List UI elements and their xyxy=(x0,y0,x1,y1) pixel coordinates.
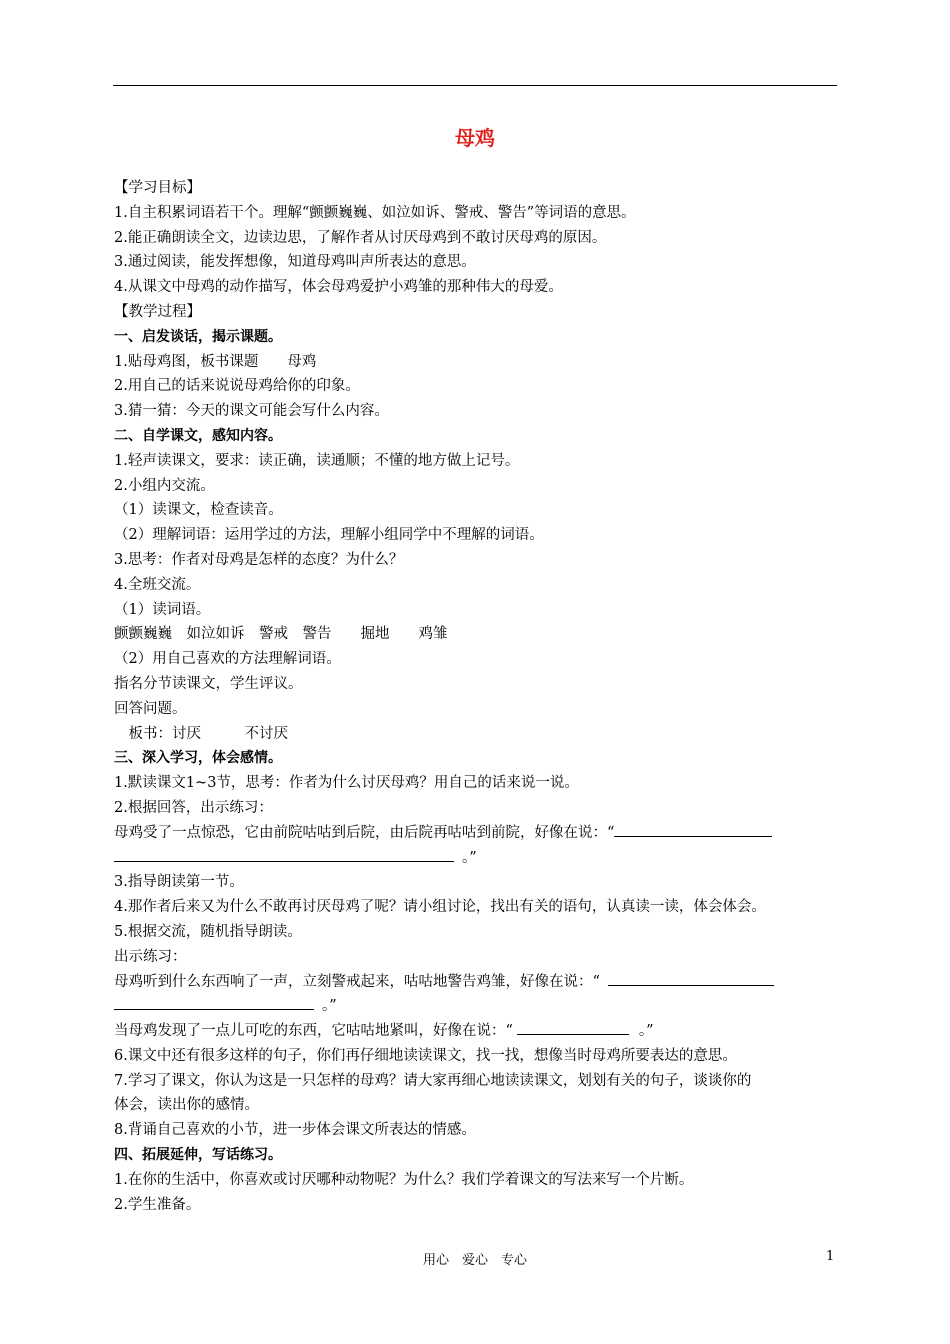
page-number: 1 xyxy=(826,1249,835,1264)
text-line: 7.学习了课文，你认为这是一只怎样的母鸡？请大家再细心地读读课文，划划有关的句子，谈谈你的 xyxy=(114,1072,752,1089)
footer-motto: 用心 爱心 专心 xyxy=(422,1253,527,1268)
exercise-line xyxy=(114,994,854,1019)
process-header: 【教学过程】 xyxy=(114,303,201,320)
text-line: 6.课文中还有很多这样的句子，你们再仔细地读读课文，找一找，想像当时母鸡所要表达的意思。 xyxy=(114,1047,737,1064)
fill-blank xyxy=(114,995,314,1010)
blackboard-line: 板书：讨厌 不讨厌 xyxy=(114,725,288,742)
text-line: 2.学生准备。 xyxy=(114,1196,201,1213)
page-title: 母鸡 xyxy=(455,126,495,150)
text-line: （1）读词语。 xyxy=(114,601,211,618)
text-line: 2.小组内交流。 xyxy=(114,477,215,494)
text-line: 3.猜一猜：今天的课文可能会写什么内容。 xyxy=(114,403,389,420)
text-line: 2.根据回答，出示练习： xyxy=(114,799,273,816)
fill-blank xyxy=(114,847,454,862)
exercise-text: 母鸡听到什么东西响了一声，立刻警戒起来，咕咕地警告鸡雏，好像在说：“ xyxy=(114,973,600,990)
section-heading: 一、启发谈话，揭示课题。 xyxy=(114,328,282,345)
document-body xyxy=(114,176,854,1217)
text-line: 2.用自己的话来说说母鸡给你的印象。 xyxy=(114,378,360,395)
text-line: 8.背诵自己喜欢的小节，进一步体会课文所表达的情感。 xyxy=(114,1122,476,1139)
text-line: （1）读课文，检查读音。 xyxy=(114,502,283,519)
exercise-end: 。” xyxy=(462,849,477,866)
fill-blank xyxy=(614,822,772,837)
exercise-end: 。” xyxy=(638,1023,654,1040)
section-heading: 二、自学课文，感知内容。 xyxy=(114,427,282,444)
text-line: （2）理解词语：运用学过的方法，理解小组同学中不理解的词语。 xyxy=(114,527,544,544)
section-heading: 四、拓展延伸，写话练习。 xyxy=(114,1147,282,1164)
section-heading: 三、深入学习，体会感情。 xyxy=(114,750,282,767)
exercise-text: 母鸡受了一点惊恐，它由前院咕咕到后院，由后院再咕咕到前院，好像在说：“ xyxy=(114,824,615,841)
text-line: 出示练习： xyxy=(114,948,187,965)
text-line: 回答问题。 xyxy=(114,700,187,717)
text-line: 1.贴母鸡图，板书课题 母鸡 xyxy=(114,353,317,370)
vocabulary-line: 颤颤巍巍 如泣如诉 警戒 警告 掘地 鸡雏 xyxy=(114,626,448,643)
exercise-line xyxy=(114,1019,854,1044)
text-line: 5.根据交流，随机指导朗读。 xyxy=(114,923,302,940)
exercise-end: 。” xyxy=(322,998,337,1015)
text-line: 1.轻声读课文，要求：读正确，读通顺；不懂的地方做上记号。 xyxy=(114,452,520,469)
text-line: 1.在你的生活中，你喜欢或讨厌哪种动物呢？为什么？我们学着课文的写法来写一个片断。 xyxy=(114,1171,694,1188)
fill-blank xyxy=(517,1020,629,1035)
goal-item: 2.能正确朗读全文，边读边思，了解作者从讨厌母鸡到不敢讨厌母鸡的原因。 xyxy=(114,229,607,246)
exercise-line xyxy=(114,970,854,995)
text-line: （2）用自己喜欢的方法理解词语。 xyxy=(114,651,341,668)
goals-header: 【学习目标】 xyxy=(114,180,201,196)
text-line: 4.那作者后来又为什么不敢再讨厌母鸡了呢？请小组讨论，找出有关的语句，认真读一读，体会体会。 xyxy=(114,899,766,916)
text-line: 3.指导朗读第一节。 xyxy=(114,874,244,891)
text-line: 3.思考：作者对母鸡是怎样的态度？为什么？ xyxy=(114,551,404,568)
header-rule xyxy=(113,85,837,86)
text-line: 4.全班交流。 xyxy=(114,576,201,593)
goal-item: 1.自主积累词语若干个。理解“颤颤巍巍、如泣如诉、警戒、警告”等词语的意思。 xyxy=(114,204,636,221)
exercise-line xyxy=(114,846,854,871)
text-line: 体会，读出你的感情。 xyxy=(114,1097,259,1114)
exercise-line xyxy=(114,821,854,846)
exercise-text: 当母鸡发现了一点儿可吃的东西，它咕咕地紧叫，好像在说：“ xyxy=(114,1023,513,1040)
goal-item: 4.从课文中母鸡的动作描写，体会母鸡爱护小鸡雏的那种伟大的母爱。 xyxy=(114,279,563,296)
text-line: 指名分节读课文，学生评议。 xyxy=(114,675,303,692)
fill-blank xyxy=(608,971,774,986)
goal-item: 3.通过阅读，能发挥想像，知道母鸡叫声所表达的意思。 xyxy=(114,254,476,271)
text-line: 1.默读课文1~3节，思考：作者为什么讨厌母鸡？用自己的话来说一说。 xyxy=(114,775,579,792)
